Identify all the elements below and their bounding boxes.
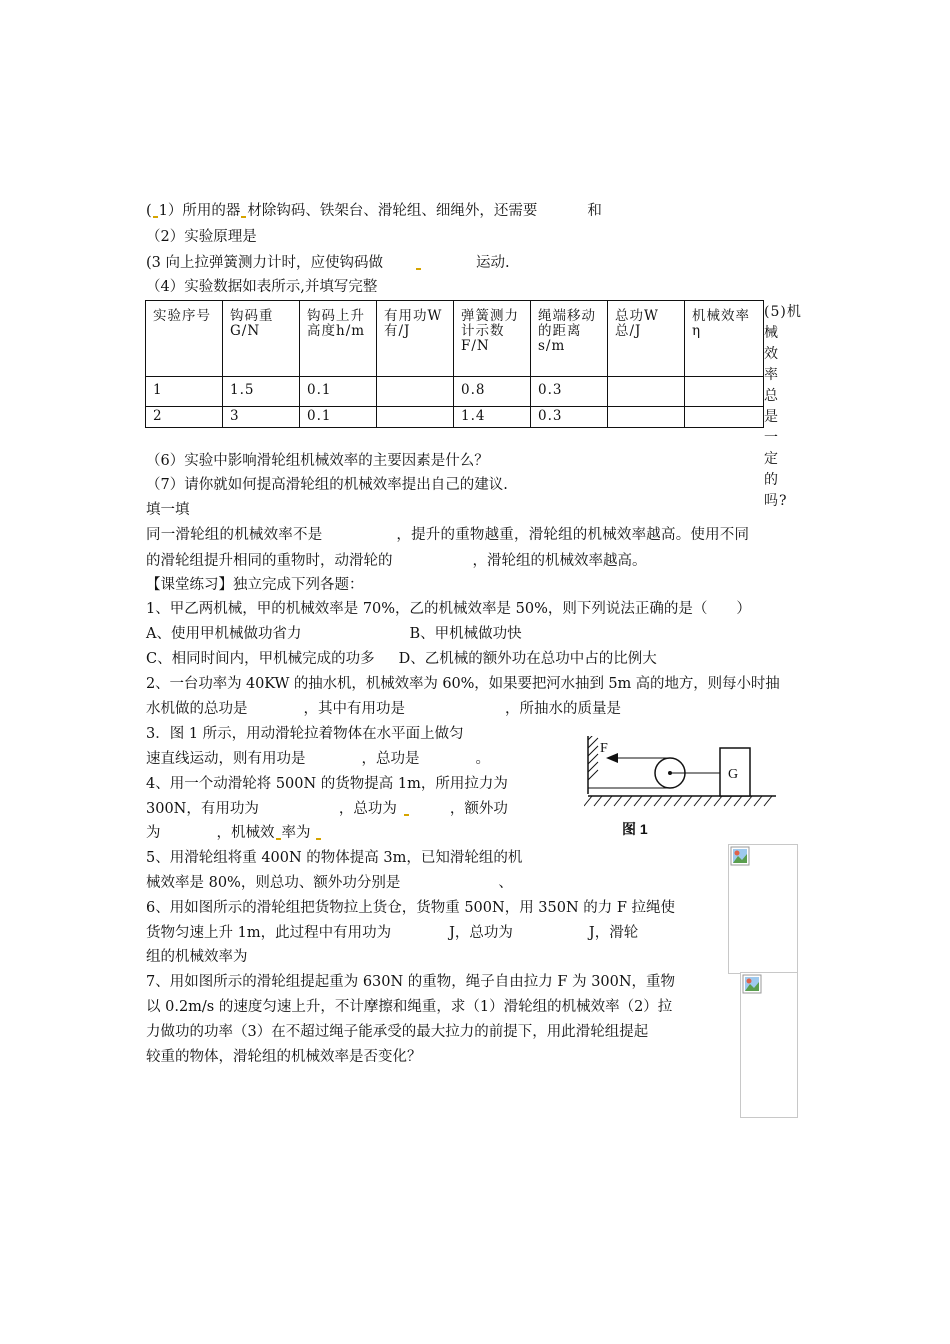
q5-side-text: (5)机 械 效 率 总 是 一 定 的 吗? — [764, 304, 802, 509]
table-row — [146, 407, 764, 428]
practice-q3-line-2: 速直线运动，则有用功是 ，总功是 。 — [146, 751, 490, 767]
q6-line: （6）实验中影响滑轮组机械效率的主要因素是什么？ — [146, 453, 489, 469]
table-header-cell: 钩码上升高度h/m — [300, 301, 377, 377]
table-cell: 1.5 — [223, 377, 300, 407]
practice-q6-line-2: 货物匀速上升 1m，此过程中有用功为 J，总功为 J，滑轮 — [146, 925, 639, 941]
table-cell — [685, 407, 764, 428]
edit-mark — [276, 838, 281, 840]
q3-line: (3 向上拉弹簧测力计时，应使钩码做 运动. — [146, 255, 510, 271]
table-header-cell: 有用功W有/J — [377, 301, 454, 377]
q7-line: （7）请你就如何提高滑轮组的机械效率提出自己的建议. — [146, 477, 508, 493]
force-label: F — [600, 741, 608, 756]
practice-q1-options-ab: A、使用甲机械做功省力 B、甲机械做功快 — [146, 626, 522, 642]
practice-q7-line-3: 力做功的功率（3）在不超过绳子能承受的最大拉力的前提下，用此滑轮组提起 — [146, 1024, 649, 1040]
table-cell: 0.8 — [454, 377, 531, 407]
practice-q7-line-1: 7、用如图所示的滑轮组提起重为 630N 的重物，绳子自由拉力 F 为 300N，重物 — [146, 974, 676, 990]
table-cell: 2 — [146, 407, 223, 428]
table-cell: 0.1 — [300, 377, 377, 407]
wall-hatch — [588, 736, 598, 780]
table-cell: 3 — [223, 407, 300, 428]
practice-q1-options-cd: C、相同时间内，甲机械完成的功多 D、乙机械的额外功在总功中占的比例大 — [146, 651, 657, 667]
table-cell: 0.3 — [531, 407, 608, 428]
practice-q5-line-1: 5、用滑轮组将重 400N 的物体提高 3m，已知滑轮组的机 — [146, 850, 523, 866]
table-header-cell: 钩码重G/N — [223, 301, 300, 377]
edit-mark — [241, 216, 246, 218]
table-cell — [377, 407, 454, 428]
practice-q3-line-1: 3．图 1 所示，用动滑轮拉着物体在水平面上做匀 — [146, 726, 464, 742]
practice-q6-line-3: 组的机械效率为 — [146, 949, 248, 965]
practice-q7-line-2: 以 0.2m/s 的速度匀速上升，不计摩擦和绳重，求（1）滑轮组的机械效率（2）拉 — [146, 999, 673, 1015]
practice-q4-line-3: 为 ，机械效 率为 — [146, 826, 322, 841]
broken-image-icon — [730, 846, 750, 866]
figure-caption: 图 1 — [622, 821, 648, 837]
force-arrow-icon — [606, 753, 618, 763]
practice-q2-line-2: 水机做的总功是 ，其中有用功是 ，所抽水的质量是 — [146, 701, 621, 717]
pulley-diagram — [584, 736, 779, 836]
practice-title: 【课堂练习】独立完成下列各题： — [146, 577, 364, 593]
q4-line: （4）实验数据如表所示,并填写完整 — [146, 279, 378, 295]
table-header-cell: 实验序号 — [146, 301, 223, 377]
block-label: G — [728, 767, 739, 782]
table-cell — [685, 377, 764, 407]
edit-mark — [416, 268, 421, 270]
table-header-cell: 机械效率η — [685, 301, 764, 377]
table-cell — [608, 407, 685, 428]
fill-line-2: 的滑轮组提升相同的重物时，动滑轮的 ，滑轮组的机械效率越高。 — [146, 553, 647, 569]
q1-line: ( 1）所用的器 材除钩码、铁架台、滑轮组、细绳外，还需要 和 — [146, 203, 602, 219]
table-cell: 0.1 — [300, 407, 377, 428]
figure-1 — [584, 736, 779, 840]
table-cell — [608, 377, 685, 407]
edit-mark — [316, 838, 321, 840]
table-header-row — [146, 301, 764, 377]
q2-line: （2）实验原理是 — [146, 229, 257, 245]
image-placeholder — [728, 844, 798, 974]
edit-mark — [153, 216, 158, 218]
table-header-cell: 总功W总/J — [608, 301, 685, 377]
ground-hatch — [584, 796, 772, 806]
practice-q6-line-1: 6、用如图所示的滑轮组把货物拉上货仓，货物重 500N，用 350N 的力 F 拉绳使 — [146, 900, 676, 916]
broken-image-icon — [742, 974, 762, 994]
experiment-data-table — [145, 300, 764, 428]
table-cell: 1 — [146, 377, 223, 407]
fill-title: 填一填 — [146, 502, 190, 518]
edit-mark — [404, 814, 409, 816]
table-cell: 0.3 — [531, 377, 608, 407]
table-row — [146, 377, 764, 407]
image-placeholder — [740, 972, 798, 1118]
practice-q5-line-2: 械效率是 80%，则总功、额外功分别是 、 — [146, 875, 513, 891]
fill-line-1: 同一滑轮组的机械效率不是 ，提升的重物越重，滑轮组的机械效率越高。使用不同 — [146, 527, 750, 543]
table-cell: 1.4 — [454, 407, 531, 428]
table-header-cell: 弹簧测力计示数F/N — [454, 301, 531, 377]
practice-q2-line-1: 2、一台功率为 40KW 的抽水机，机械效率为 60%，如果要把河水抽到 5m 高的地方，则每小时抽 — [146, 676, 780, 692]
practice-q7-line-4: 较重的物体，滑轮组的机械效率是否变化？ — [146, 1049, 422, 1065]
practice-q1: 1、甲乙两机械，甲的机械效率是 70%，乙的机械效率是 50%，则下列说法正确的是（ ） — [146, 601, 751, 617]
table-cell — [377, 377, 454, 407]
table-header-cell: 绳端移动的距离s/m — [531, 301, 608, 377]
practice-q4-line-1: 4、用一个动滑轮将 500N 的货物提高 1m，所用拉力为 — [146, 776, 508, 792]
practice-q4-line-2: 300N，有用功为 ，总功为 ，额外功 — [146, 801, 508, 817]
